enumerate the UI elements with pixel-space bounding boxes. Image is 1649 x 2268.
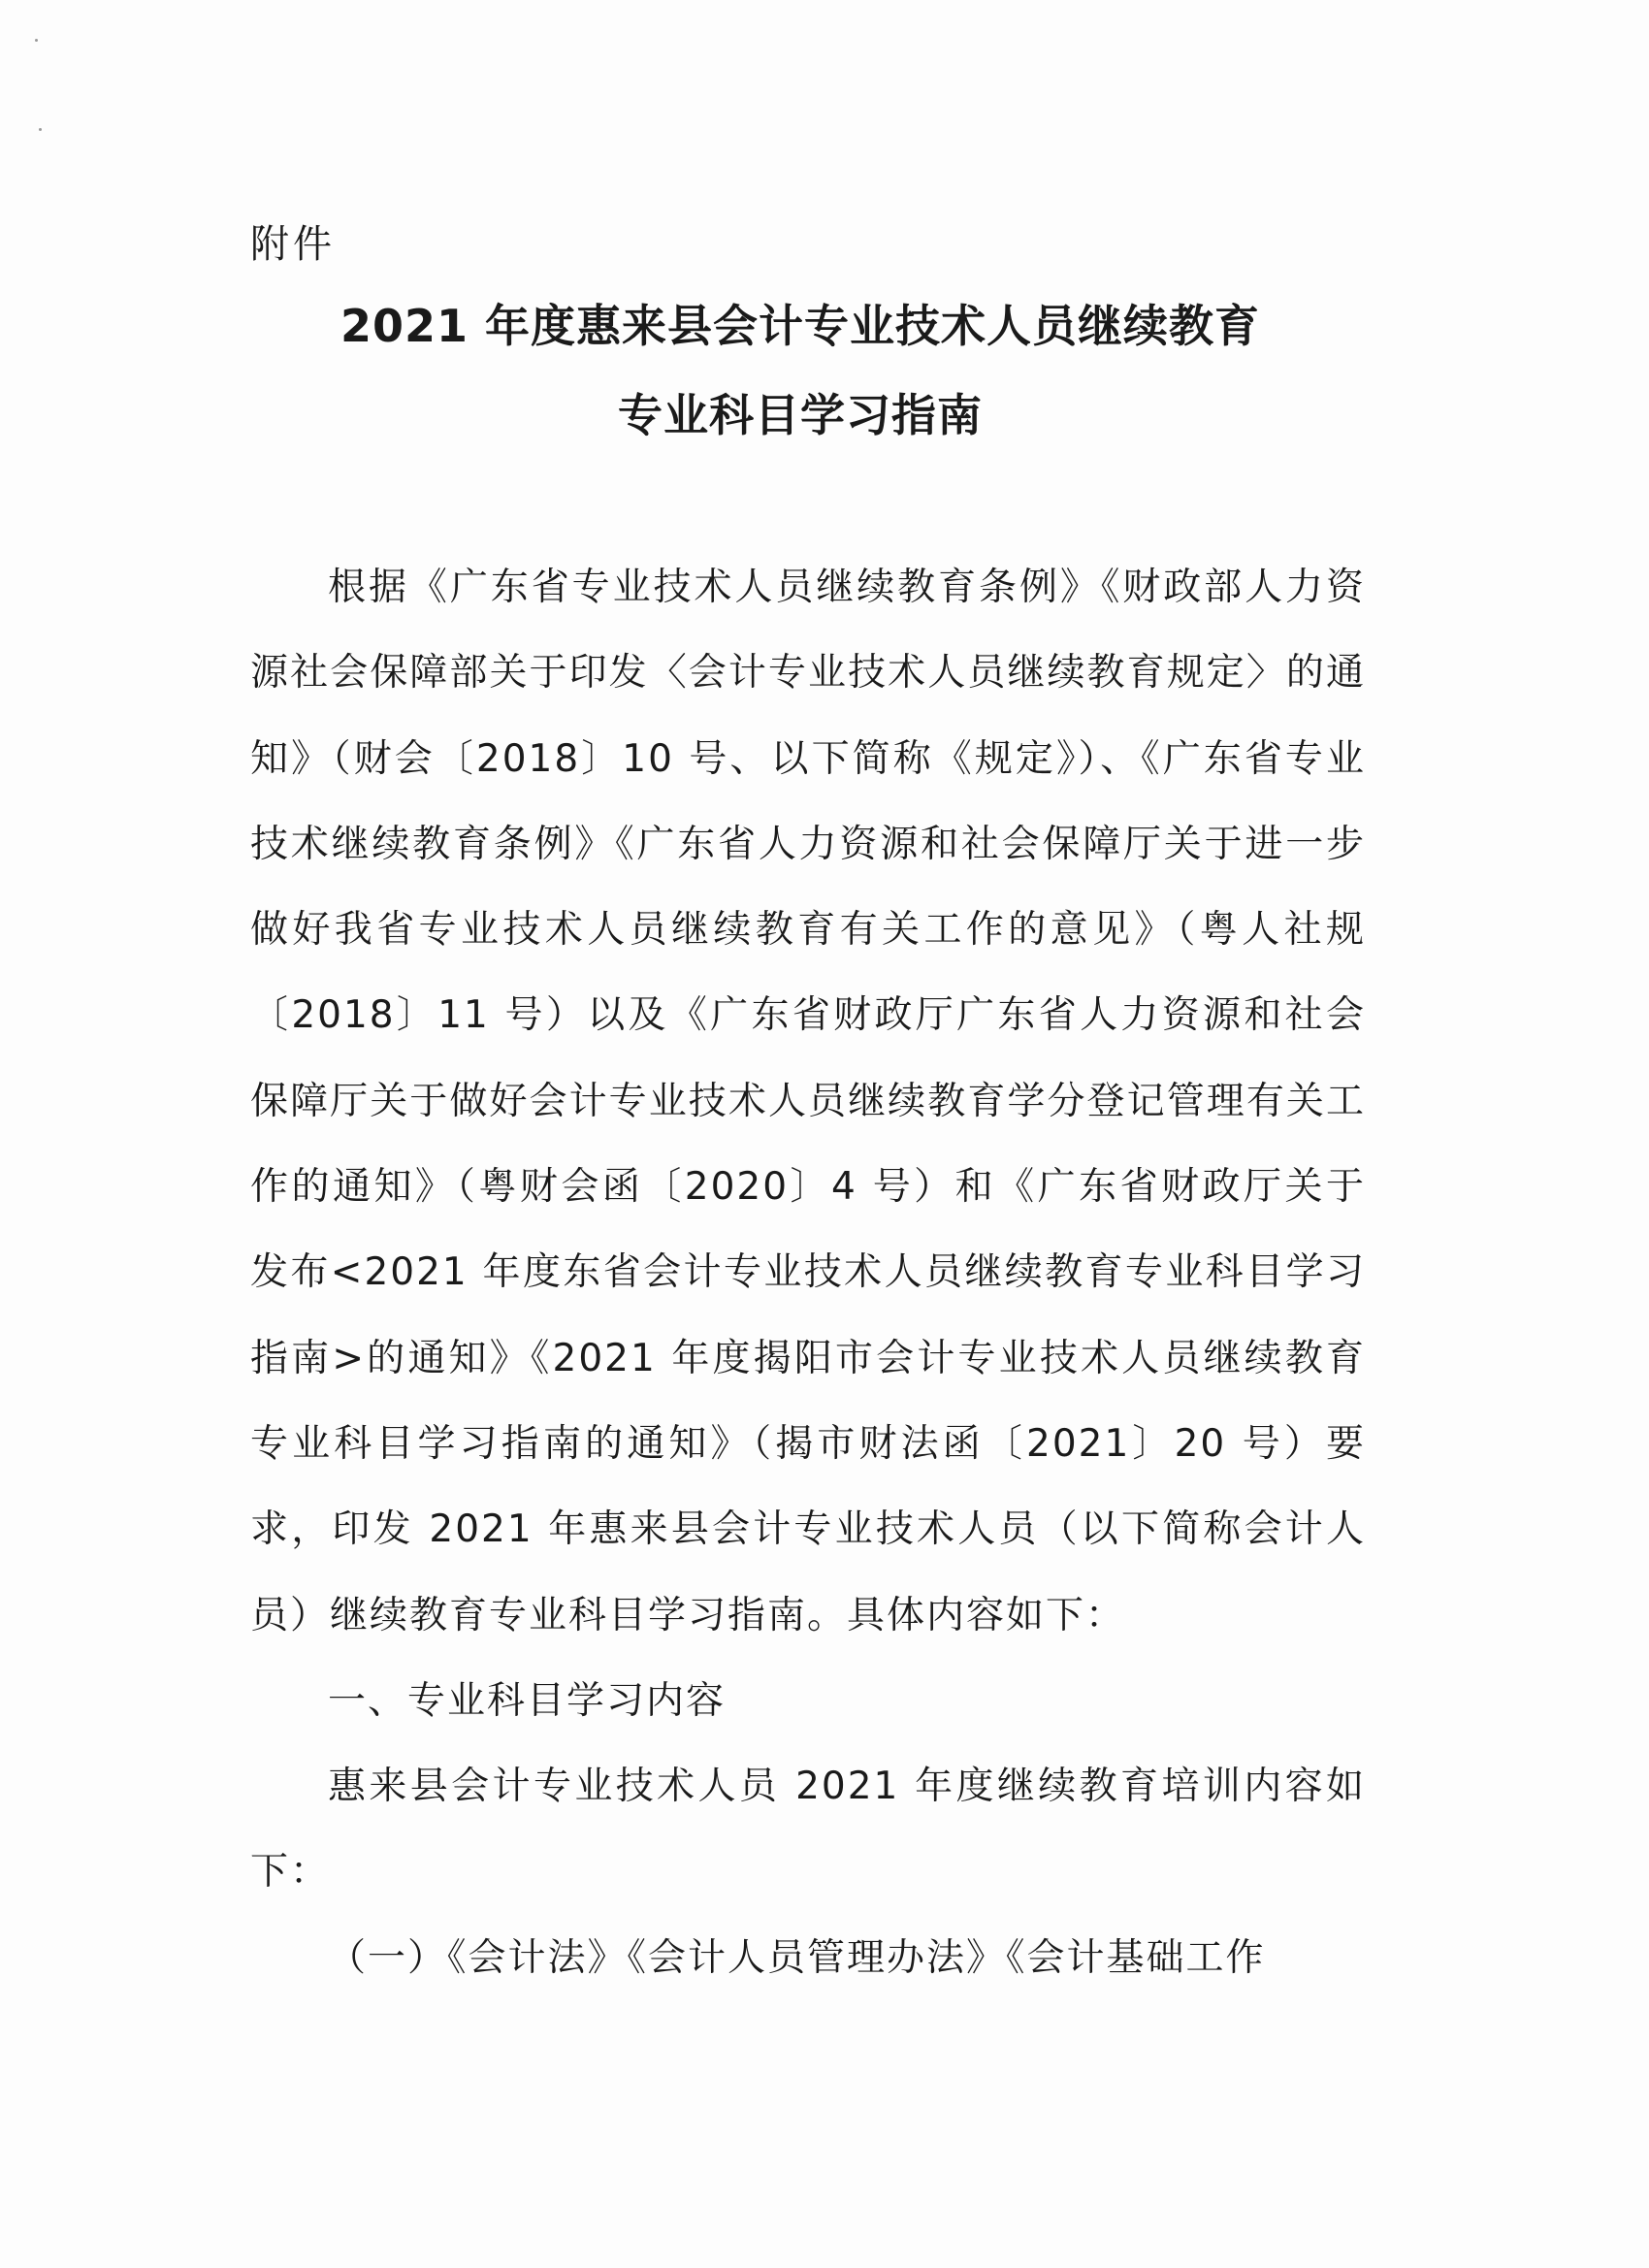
document-title-line-1: 2021 年度惠来县会计专业技术人员继续教育 xyxy=(340,300,1261,352)
body-paragraph-intro: 根据《广东省专业技术人员继续教育条例》《财政部人力资源社会保障部关于印发〈会计专业技术人员继续教育规定〉的通知》（财会〔2018〕10 号、以下简称《规定》）、《广东省专业技术继续教育条例》《广东省人力资源和社会保障厅关于进一步做好我省专业技术人员继续教育有关工作的意见》（粤人社规〔2018〕11 号）以及《广东省财政厅广东省人力资源和社会保障厅关于做好会计专业技术人员继续教育学分登记管理有关工作的通知》（粤财会函〔2020〕4 号）和《广东省财政厅关于发布<2021 年度东省会计专业技术人员继续教育专业科目学习指南>的通知》《2021 年度揭阳市会计专业技术人员继续教育专业科目学习指南的通知》（揭市财法函〔2021〕20 号）要求，印发 2021 年惠来县会计专业技术人员（以下简称会计人员）继续教育专业科目学习指南。具体内容如下： xyxy=(250,566,1366,1637)
scan-speck xyxy=(35,39,38,42)
body-paragraph-item-1: （一）《会计法》《会计人员管理办法》《会计基础工作 xyxy=(328,1935,1266,1980)
section-heading-1: 一、专业科目学习内容 xyxy=(328,1678,727,1723)
document-title-line-2: 专业科目学习指南 xyxy=(618,389,983,441)
attachment-label: 附件 xyxy=(250,222,336,267)
scan-speck xyxy=(39,128,42,131)
body-paragraph-content: 惠来县会计专业技术人员 2021 年度继续教育培训内容如下： xyxy=(250,1765,1366,1895)
document-body xyxy=(250,545,1366,2001)
